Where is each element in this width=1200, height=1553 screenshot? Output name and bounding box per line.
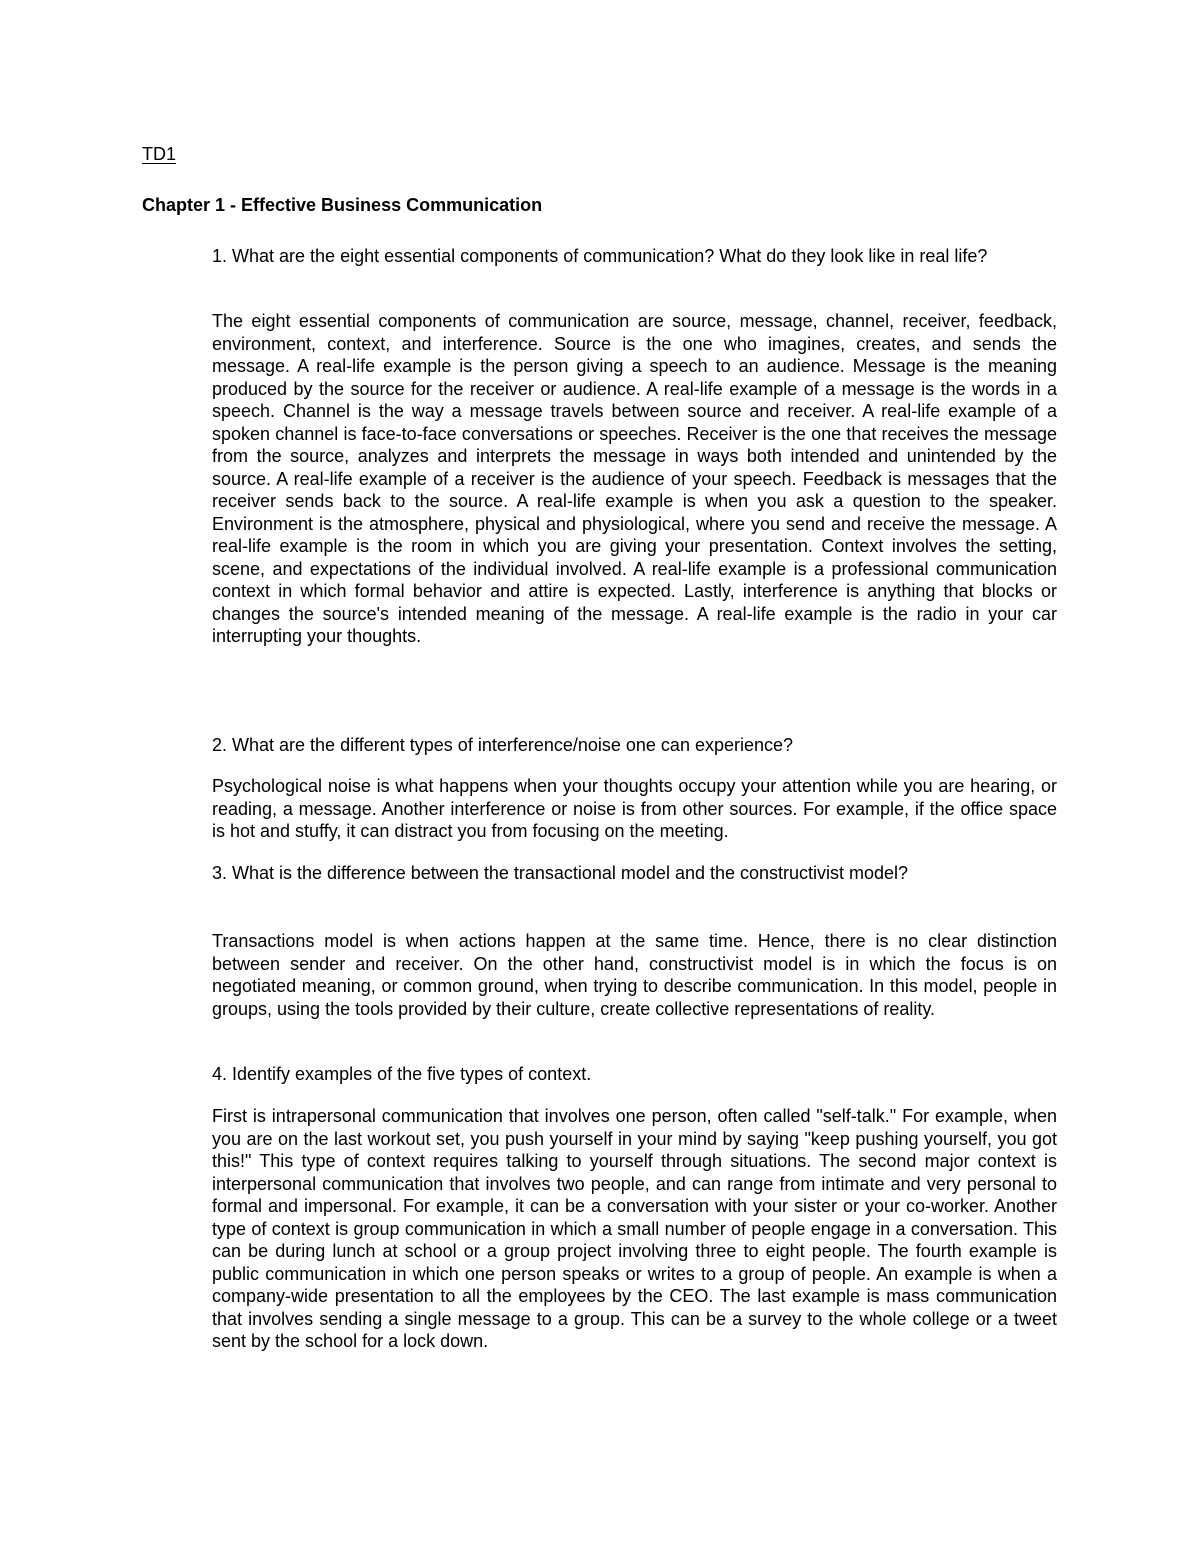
answer-3: Transactions model is when actions happen at the same time. Hence, there is no clear distinction between sender and receiver. On the other hand, constructivist model is in which the focus is on negotiated meaning, or common ground, when trying to describe communication. In this model, people in groups, using the tools provided by their culture, create collective representations of reality. (212, 931, 1057, 1019)
question-2: 2. What are the different types of interference/noise one can experience? (212, 735, 794, 755)
td-label: TD1 (142, 144, 177, 164)
answer-2: Psychological noise is what happens when your thoughts occupy your attention while you are hearing, or reading, a message. Another interference or noise is from other sources. For example, if the office space is hot and stuffy, it can distract you from focusing on the meeting. (212, 776, 1057, 841)
question-1: 1. What are the eight essential components of communication? What do they look like in real life? (212, 246, 988, 266)
answer-1: The eight essential components of communication are source, message, channel, receiver, feedback, environment, context, and interference. Source is the one who imagines, creates, and sends the message. A real-life example is the person giving a speech to an audience. Message is the meaning produced by the source for the receiver or audience. A real-life example of a message is the words in a speech. Channel is the way a message travels between source and receiver. A real-life example of a spoken channel is face-to-face conversations or speeches. Receiver is the one that receives the message from the source, analyzes and interprets the message in ways both intended and unintended by the source. A real-life example of a receiver is the audience of your speech. Feedback is messages that the receiver sends back to the source. A real-life example is when you ask a question to the speaker. Environment is the atmosphere, physical and physiological, where you send and receive the message. A real-life example is the room in which you are giving your presentation. Context involves the setting, scene, and expectations of the individual involved. A real-life example is a professional communication context in which formal behavior and attire is expected. Lastly, interference is anything that blocks or changes the source's intended meaning of the message. A real-life example is the radio in your car interrupting your thoughts. (212, 311, 1057, 646)
question-4: 4. Identify examples of the five types of context. (212, 1064, 592, 1084)
chapter-title: Chapter 1 - Effective Business Communication (142, 195, 543, 215)
question-3: 3. What is the difference between the transactional model and the constructivist model? (212, 863, 909, 883)
answer-4: First is intrapersonal communication that involves one person, often called "self-talk." For example, when you are on the last workout set, you push yourself in your mind by saying "keep pushing yourself, you got this!" This type of context requires talking to yourself through situations. The second major context is interpersonal communication that involves two people, and can range from intimate and very personal to formal and impersonal. For example, it can be a conversation with your sister or your co-worker. Another type of context is group communication in which a small number of people engage in a conversation. This can be during lunch at school or a group project involving three to eight people. The fourth example is public communication in which one person speaks or writes to a group of people. An example is when a company-wide presentation to all the employees by the CEO. The last example is mass communication that involves sending a single message to a group. This can be a survey to the whole college or a tweet sent by the school for a lock down. (212, 1106, 1057, 1351)
